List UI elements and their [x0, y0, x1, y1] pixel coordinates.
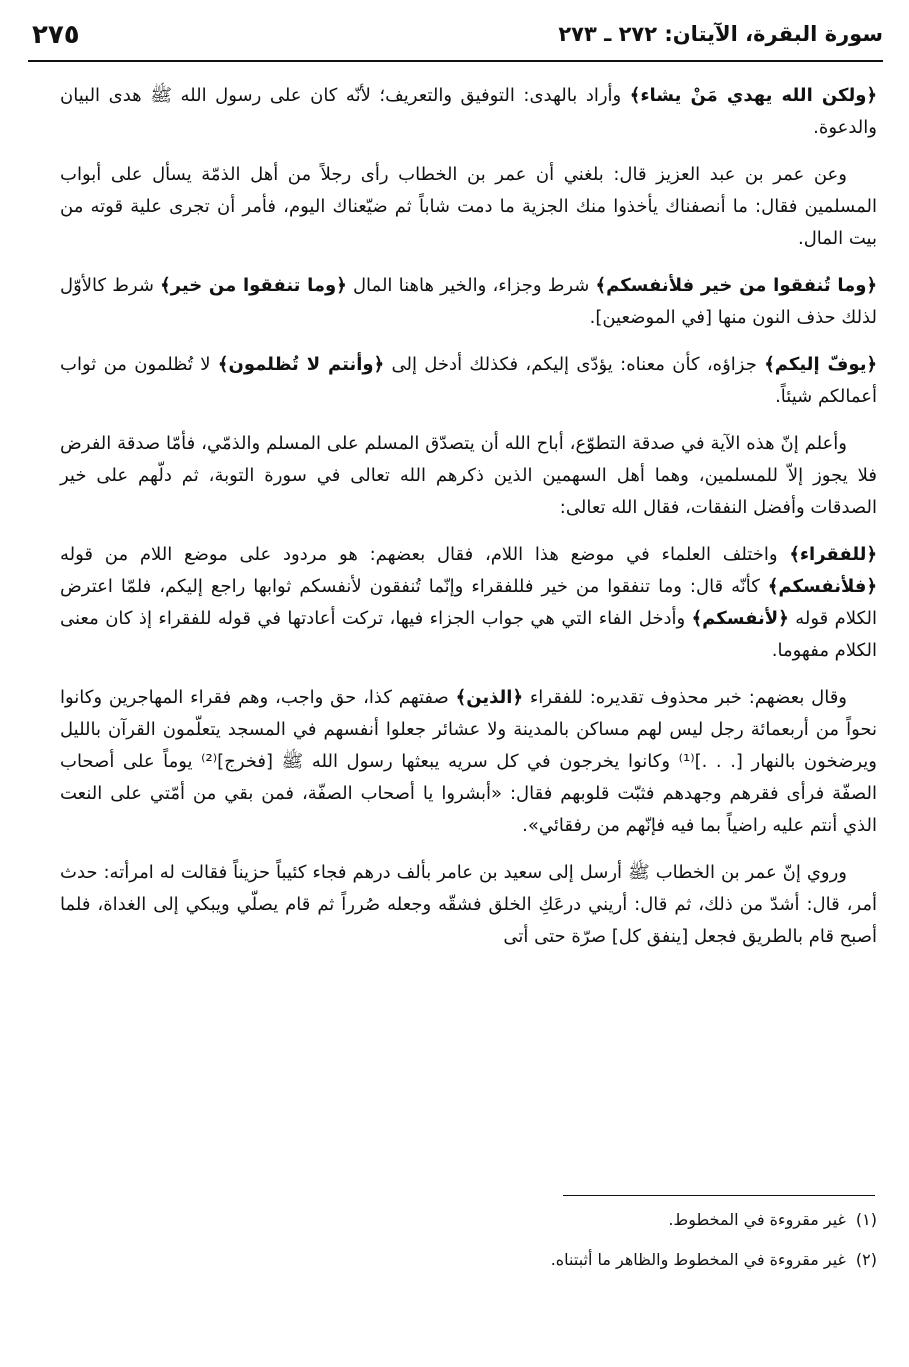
- footnote-text: غير مقروءة في المخطوط والظاهر ما أثبتناه.: [550, 1250, 846, 1269]
- quran-quote: ﴿لأنفسكم﴾: [691, 608, 789, 629]
- quran-quote: ﴿فلأنفسكم﴾: [767, 576, 877, 597]
- paragraph-text: شرط كالأوّل لذلك حذف النون منها [في الموضعين].: [60, 275, 877, 328]
- page-number: ٢٧٥: [32, 20, 80, 50]
- quran-quote: ﴿ولكن الله يهدي مَنْ يشاء﴾: [629, 85, 877, 106]
- paragraph: [60, 349, 877, 413]
- footnote-text: غير مقروءة في المخطوط.: [668, 1210, 846, 1229]
- footnote: [60, 1246, 877, 1274]
- paragraph-text: واختلف العلماء في موضع هذا اللام، فقال بعضهم: هو مردود على موضع اللام من قوله: [60, 544, 790, 565]
- paragraph: [60, 270, 877, 334]
- quran-quote: ﴿وأنتم لا تُظلمون﴾: [217, 354, 385, 375]
- footnote: [60, 1206, 877, 1234]
- running-title: سورة البقرة، الآيتان: ٢٧٢ ـ ٢٧٣: [558, 22, 883, 46]
- paragraph-text: كأنّه قال: وما تنفقوا من خير فللفقراء وإنّما تُنفقون لأنفسكم ثوابها راجع إليكم، فلمّا اعترض الكلام قوله: [60, 576, 877, 629]
- footnote-number: (١): [855, 1210, 877, 1229]
- quran-quote: ﴿للفقراء﴾: [789, 544, 877, 565]
- paragraph: [60, 857, 877, 953]
- footnote-divider: [563, 1195, 875, 1196]
- paragraph-text: شرط وجزاء، والخير هاهنا المال: [346, 275, 596, 296]
- footnote-number: (٢): [855, 1250, 877, 1269]
- paragraph-text: لا تُظلمون من ثواب أعمالكم شيئاً.: [60, 354, 877, 407]
- paragraph-text: وأراد بالهدى: التوفيق والتعريف؛ لأنّه كان على رسول الله ﷺ هدى البيان والدعوة.: [60, 85, 877, 138]
- quran-quote: ﴿وما تُنفقوا من خير فلأنفسكم﴾: [595, 275, 877, 296]
- main-text: [60, 80, 877, 968]
- paragraph-text: صفتهم كذا، حق واجب، وهم فقراء المهاجرين وكانوا نحواً من أربعمائة رجل ليس لهم مساكن بالمدينة ولا عشائر جعلوا أنفسهم في المسجد يتعلّمون القرآن بالليل ويرضخون بالنهار [. . .]⁽¹⁾ وكانوا يخرجون في كل سريه يبعثها رسول الله ﷺ [فخرج]⁽²⁾ يوماً على أصحاب الصفّة فرأى فقرهم وجهدهم فثبّت قلوبهم فقال: «أبشروا يا أصحاب الصفّة، فمن بقي من أمّتي على النعت الذي أنتم عليه راضياً بما فيه فإنّهم من رفقائي».: [60, 687, 877, 836]
- paragraph-text: وروي إنّ عمر بن الخطاب ﷺ أرسل إلى سعيد بن عامر بألف درهم فجاء كئيباً حزيناً فقالت له امرأته: حدث أمر، قال: أشدّ من ذلك، ثم قال: أريني درعَكِ الخلق فشقّه وجعله صُرراً ثم قام يصلّي ويبكي إلى الغداة، فلما أصبح قام بالطريق فجعل [ينفق كل] صرّة حتى أتى: [60, 862, 877, 947]
- footnotes: [60, 1206, 877, 1286]
- quran-quote: ﴿يوفّ إليكم﴾: [764, 354, 877, 375]
- paragraph-text: وأدخل الفاء التي هي جواب الجزاء فيها، تركت أعادتها في قوله للفقراء إذ كان معنى الكلام مفهوما.: [60, 608, 877, 661]
- paragraph: [60, 682, 877, 842]
- paragraph: [60, 80, 877, 144]
- page-header: [28, 14, 883, 62]
- quran-quote: ﴿وما تنفقوا من خير﴾: [160, 275, 347, 296]
- paragraph-text: وأعلم إنّ هذه الآية في صدقة التطوّع، أباح الله أن يتصدّق المسلم على المسلم والذمّي، فأمّا صدقة الفرض فلا يجوز إلاّ للمسلمين، وهما أهل السهمين الذين ذكرهم الله تعالى في سورة التوبة، ثم دلّهم على خير الصدقات وأفضل النفقات، فقال الله تعالى:: [60, 433, 877, 518]
- paragraph-text: وقال بعضهم: خبر محذوف تقديره: للفقراء: [523, 687, 848, 708]
- paragraph: [60, 539, 877, 667]
- paragraph: [60, 159, 877, 255]
- paragraph-text: جزاؤه، كأن معناه: يؤدّى إليكم، فكذلك أدخل إلى: [384, 354, 765, 375]
- quran-quote: ﴿الذين﴾: [455, 687, 524, 708]
- paragraph-text: وعن عمر بن عبد العزيز قال: بلغني أن عمر بن الخطاب رأى رجلاً من أهل الذمّة يسأل على أبواب المسلمين فقال: ما أنصفناك يأخذوا منك الجزية ما دمت شاباً ثم ضيّعناك اليوم، فأمر أن تجرى علية قوته من بيت المال.: [60, 164, 877, 249]
- paragraph: [60, 428, 877, 524]
